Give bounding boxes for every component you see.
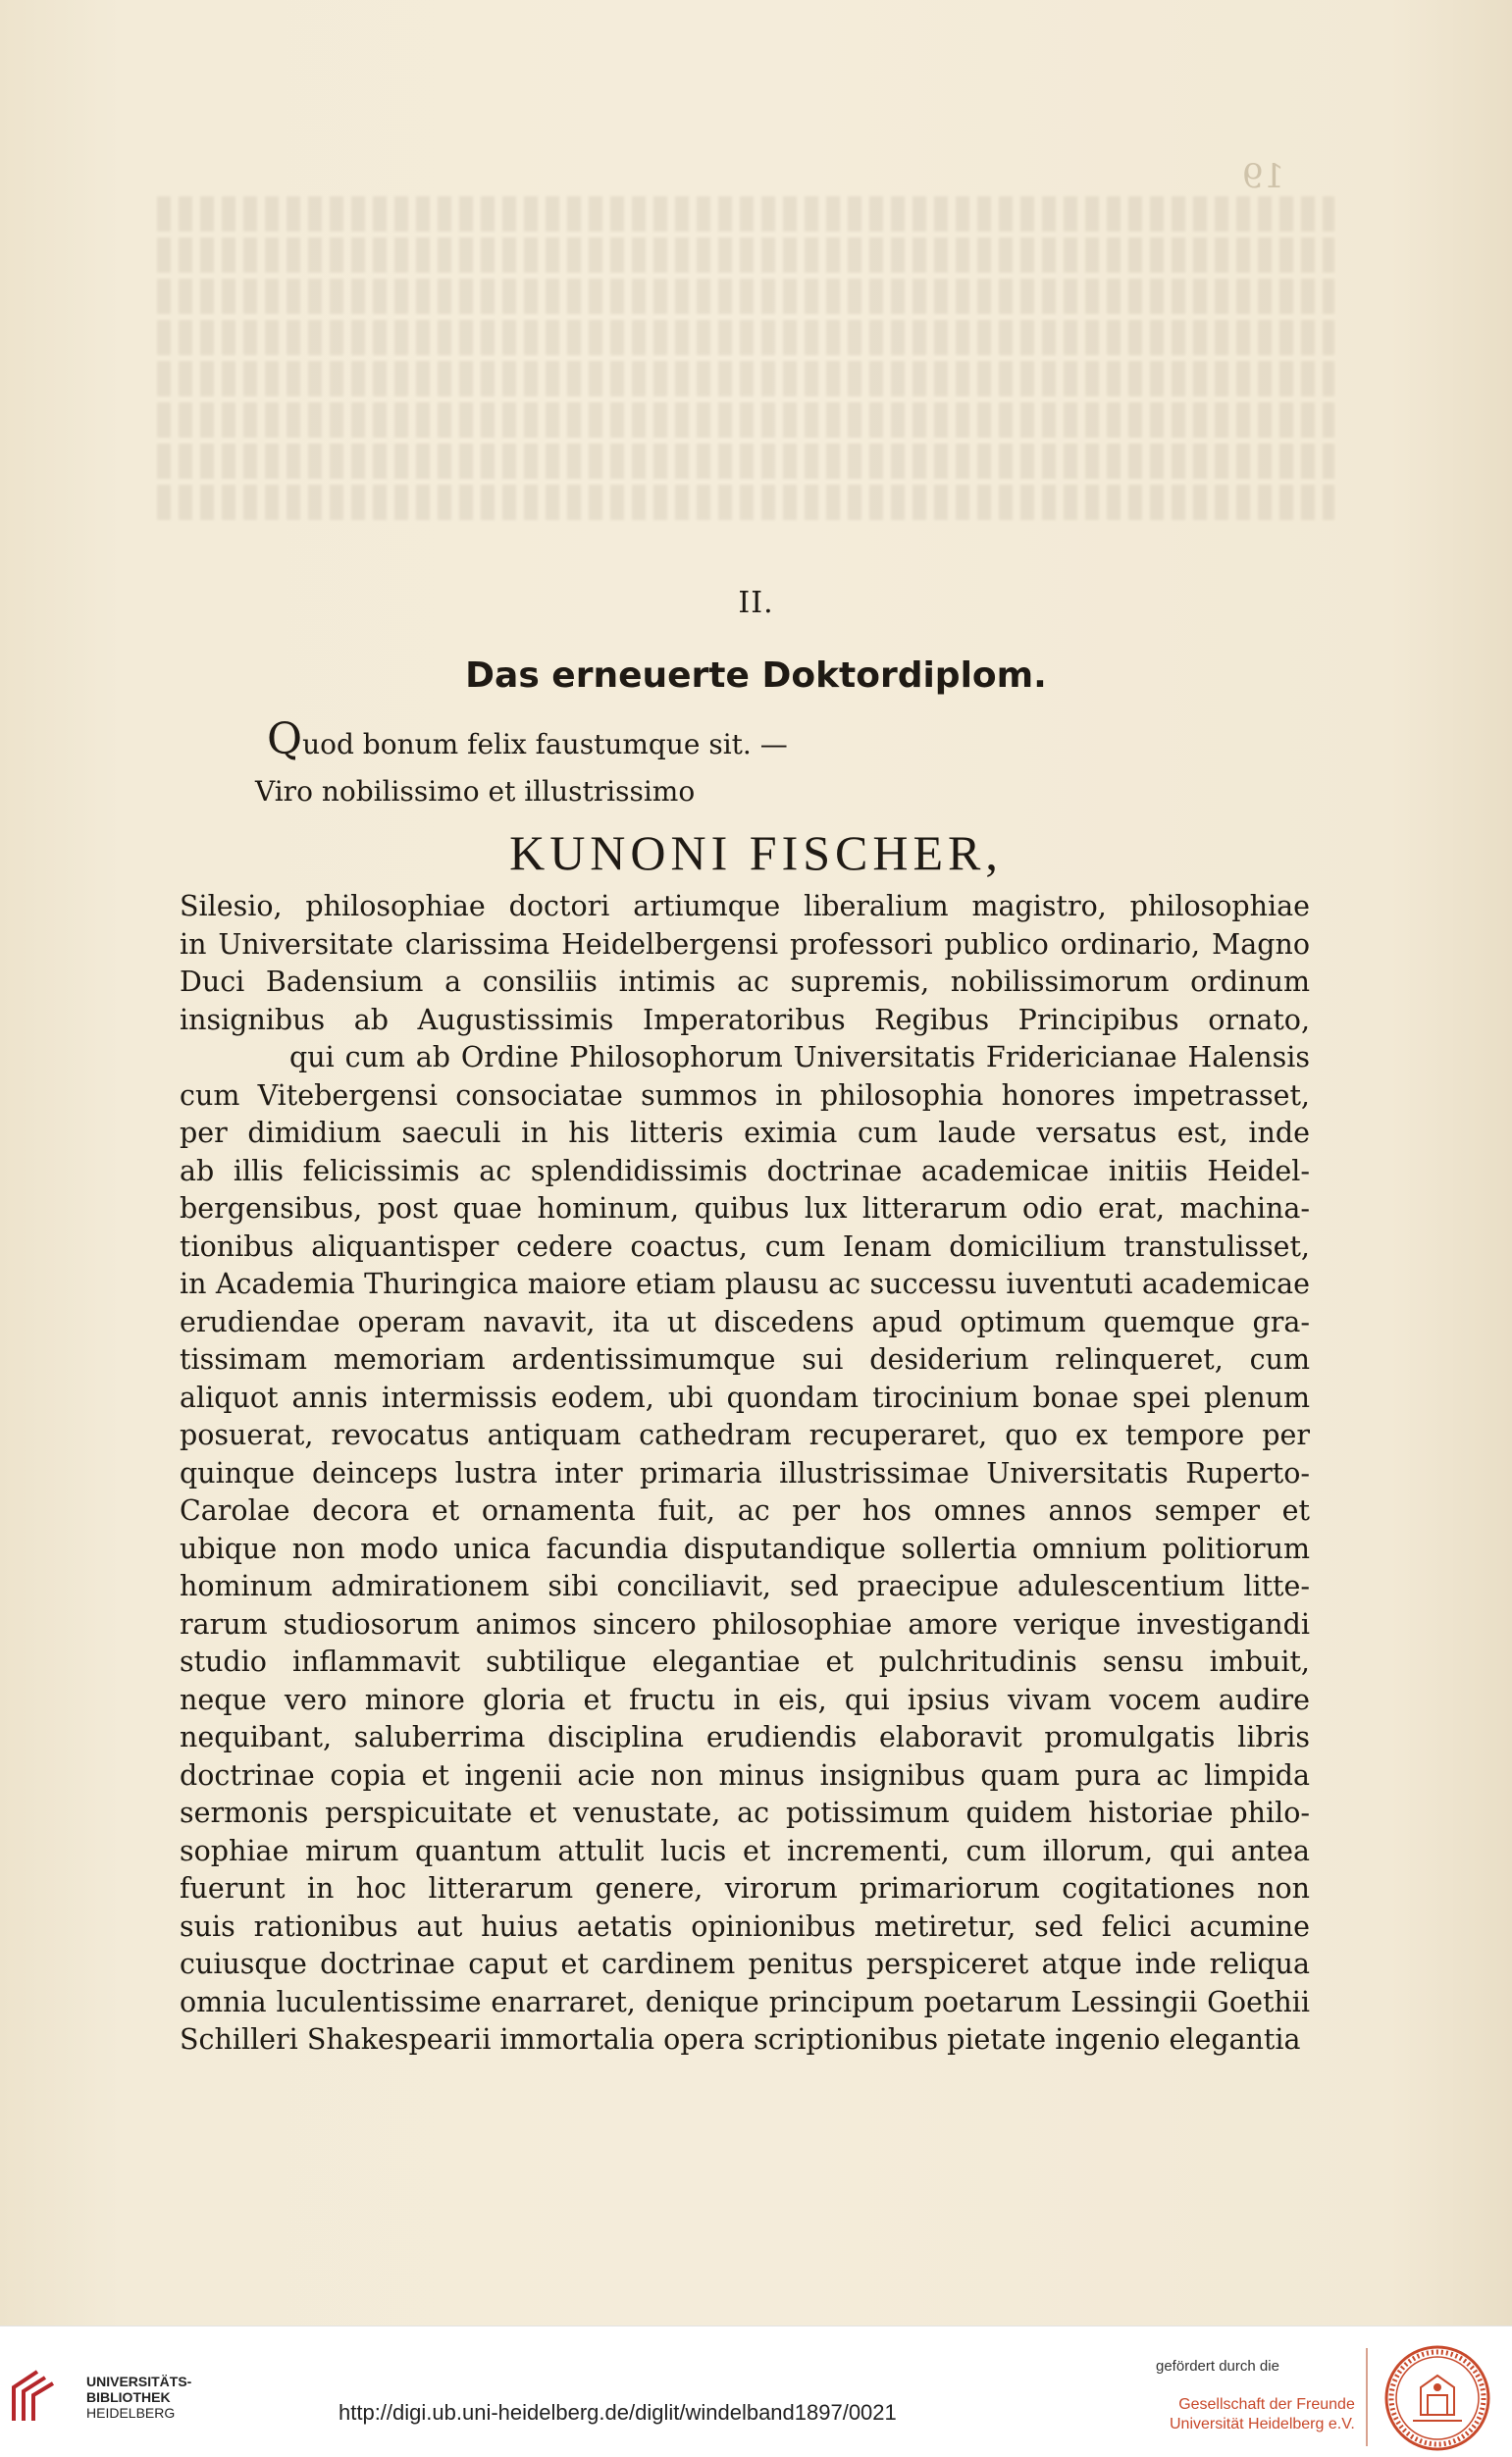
body-text-line: studio inflammavit subtilique elegantiae et pulchritudinis sensu imbuit,	[180, 1646, 1310, 1678]
body-text-line: fuerunt in hoc litterarum genere, virorum primariorum cogitationes non	[180, 1872, 1310, 1905]
library-name	[86, 2374, 191, 2421]
sponsor-name-line: Gesellschaft der Freunde	[1178, 2396, 1355, 2413]
body-text-line: cum Vitebergensi consociatae summos in philosophia honores impetrasset,	[180, 1078, 1310, 1112]
body-text-line: insignibus ab Augustissimis Imperatoribus Regibus Principibus ornato,	[180, 1003, 1310, 1036]
honoree-name: KUNONI FISCHER,	[509, 825, 1003, 880]
sponsor-name-line: Universität Heidelberg e.V.	[1170, 2416, 1355, 2432]
library-name-line: BIBLIOTHEK	[86, 2389, 171, 2405]
body-text-line: neque vero minore gloria et fructu in eis, qui ipsius vivam vocem audire	[180, 1683, 1310, 1716]
sponsor-name	[1170, 2395, 1355, 2434]
body-text-line: tionibus aliquantisper cedere coactus, cum Ienam domicilium transtulisset,	[180, 1229, 1310, 1263]
dedication-line: Viro nobilissimo et illustrissimo	[255, 775, 696, 808]
body-text-line: nequibant, saluberrima disciplina erudiendis elaboravit promulgatis libris	[180, 1721, 1310, 1753]
sponsor-label: gefördert durch die	[1156, 2358, 1279, 2375]
library-name-line: UNIVERSITÄTS-	[86, 2374, 192, 2389]
body-text-line: per dimidium saeculi in his litteris eximia cum laude versatus est, inde	[180, 1117, 1310, 1149]
body-text-line: Carolae decora et ornamenta fuit, ac per hos omnes annos semper et	[180, 1494, 1310, 1527]
body-text-line: aliquot annis intermissis eodem, ubi quondam tirocinium bonae spei plenum	[180, 1381, 1310, 1414]
body-text-line: ab illis felicissimis ac splendidissimis doctrinae academicae initiis Heidel-	[180, 1154, 1310, 1187]
initial-letter: Q	[267, 714, 303, 764]
diploma-body-text	[180, 888, 1310, 2060]
body-text-line: suis rationibus aut huius aetatis opinionibus metiretur, sed felici acumine	[180, 1909, 1310, 1943]
footer-divider	[1366, 2348, 1368, 2446]
body-text-line: cuiusque doctrinae caput et cardinem penitus perspiceret atque inde reliqua	[180, 1948, 1310, 1980]
library-name-line: HEIDELBERG	[86, 2405, 176, 2421]
body-text-line: Schilleri Shakespearii immortalia opera scriptionibus pietate ingenio elegantia	[180, 2023, 1301, 2056]
body-text-line: sermonis perspicuitate et venustate, ac potissimum quidem historiae philo-	[180, 1797, 1310, 1829]
body-text-line: tissimam memoriam ardentissimumque sui desiderium relinqueret, cum	[180, 1343, 1310, 1376]
body-text-line: rarum studiosorum animos sincero philosophiae amore verique investigandi	[180, 1607, 1310, 1641]
body-text-line: hominum admirationem sibi conciliavit, sed praecipue adulescentium litte-	[180, 1570, 1310, 1602]
body-text-line: bergensibus, post quae hominum, quibus lux litterarum odio erat, machina-	[180, 1192, 1310, 1225]
bleed-through-text	[157, 196, 1334, 589]
body-text-line: sophiae mirum quantum attulit lucis et incrementi, cum illorum, qui antea	[180, 1834, 1310, 1867]
body-text-line: ubique non modo unica facundia disputandique sollertia omnium politiorum	[180, 1532, 1310, 1565]
body-text-line: erudiendae operam navavit, ita ut discedens apud optimum quemque gra-	[180, 1305, 1310, 1338]
opening-formula	[267, 714, 788, 764]
page-number-ghost: 19	[1241, 157, 1284, 196]
university-library-logo-icon	[8, 2366, 78, 2425]
body-text-line: Duci Badensium a consiliis intimis ac supremis, nobilissimorum ordinum	[180, 966, 1310, 998]
permalink-url[interactable]: http://digi.ub.uni-heidelberg.de/diglit/windelband1897/0021	[339, 2400, 897, 2425]
body-text-line: quinque deinceps lustra inter primaria illustrissimae Universitatis Ruperto-	[180, 1456, 1310, 1490]
body-text-line: posuerat, revocatus antiquam cathedram recuperaret, quo ex tempore per	[180, 1419, 1310, 1451]
footer-bar	[0, 2326, 1512, 2457]
body-text-line: in Academia Thuringica maiore etiam plausu ac successu iuventuti academicae	[180, 1268, 1310, 1300]
body-text-line: qui cum ab Ordine Philosophorum Universitatis Fridericianae Halensis	[289, 1041, 1310, 1073]
body-text-line: omnia luculentissime enarraret, denique principum poetarum Lessingii Goethii	[180, 1985, 1310, 2018]
university-seal-icon	[1383, 2344, 1491, 2452]
section-number: II.	[738, 586, 774, 620]
body-text-line: Silesio, philosophiae doctori artiumque liberalium magistro, philosophiae	[180, 890, 1310, 922]
body-text-line: doctrinae copia et ingenii acie non minus insignibus quam pura ac limpida	[180, 1758, 1310, 1792]
document-title: Das erneuerte Doktordiplom.	[465, 655, 1047, 696]
opening-text: uod bonum felix faustumque sit. —	[302, 728, 788, 760]
body-text-line: in Universitate clarissima Heidelbergensi professori publico ordinario, Magno	[180, 927, 1310, 961]
